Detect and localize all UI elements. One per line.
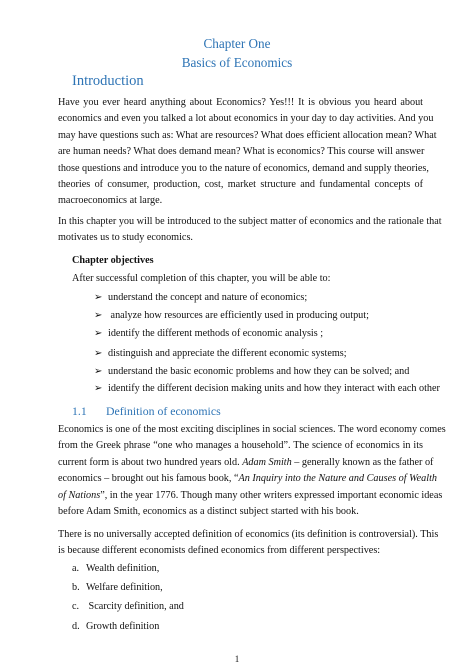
- objectives-intro: After successful completion of this chapter, you will be able to:: [72, 273, 331, 284]
- intro-paragraph: [58, 95, 437, 210]
- objectives-heading: Chapter objectives: [72, 255, 154, 266]
- list-item: a. Wealth definition,: [72, 563, 160, 574]
- list-item: b. Welfare definition,: [72, 582, 163, 593]
- introduction-heading: Introduction: [72, 73, 144, 89]
- text-line: macroeconomics at large.: [58, 195, 163, 207]
- objective-item: ➢ understand the concept and nature of economics;: [94, 292, 308, 303]
- chapter-number: Chapter One: [203, 36, 271, 51]
- section-heading: [72, 404, 221, 419]
- text-line: theories of consumer, production, cost, market structure and fundamental concepts of: [58, 178, 423, 190]
- text-line: current form is about two hundred years old. Adam Smith – generally known as the father of: [58, 456, 434, 468]
- objective-item: ➢ distinguish and appreciate the different economic systems;: [94, 348, 347, 359]
- objective-item: ➢ identify the different methods of economic analysis ;: [94, 328, 324, 339]
- arrow-bullet-icon: ➢: [94, 310, 103, 321]
- arrow-bullet-icon: ➢: [94, 348, 103, 359]
- text-line: from the Greek phrase “one who manages a household”. The science of economics in its: [58, 440, 423, 452]
- text-line: economics and even you talked a lot about economics in your day to day activities. And you: [58, 113, 434, 125]
- text-line: before Adam Smith, economics as a distinct subject started with his book.: [58, 505, 359, 517]
- text-line: motivates us to study economics.: [58, 232, 193, 244]
- book-title: of Nations: [58, 489, 101, 501]
- list-item: c. Scarcity definition, and: [72, 601, 184, 612]
- text-line: Economics is one of the most exciting disciplines in social sciences. The word economy comes: [58, 424, 446, 435]
- objective-item: ➢ analyze how resources are efficiently used in producing output;: [94, 310, 369, 321]
- arrow-bullet-icon: ➢: [94, 383, 103, 394]
- objective-item: ➢ understand the basic economic problems and how they can be solved; and: [94, 366, 410, 377]
- objective-item: ➢ identify the different decision making units and how they interact with each other: [94, 383, 440, 394]
- chapter-title: Basics of Economics: [181, 55, 293, 70]
- section-title: Definition of economics: [106, 404, 221, 418]
- text-line: Have you ever heard anything about Economics? Yes!!! It is obvious you heard about: [58, 97, 423, 108]
- text-line: may have questions such as: What are resources? What does efficient allocation mean? What: [58, 129, 437, 141]
- text-line: those questions and introduce you to the nature of economics, demand and supply theories,: [58, 162, 429, 174]
- text-line: economics – brought out his famous book, “An Inquiry into the Nature and Causes of Wealth: [58, 473, 437, 485]
- arrow-bullet-icon: ➢: [94, 366, 103, 377]
- text-line: of Nations”, in the year 1776. Though many other writers expressed important economic ideas: [58, 489, 443, 501]
- author-name: Adam Smith: [242, 456, 292, 468]
- arrow-bullet-icon: ➢: [94, 328, 103, 339]
- list-item: d. Growth definition: [72, 621, 160, 632]
- book-title: An Inquiry into the Nature and Causes of Wealth: [238, 473, 437, 485]
- definition-paragraph-2: [58, 527, 439, 560]
- text-line: In this chapter you will be introduced to the subject matter of economics and the rationale that: [58, 216, 442, 227]
- section-number: 1.1: [72, 404, 87, 418]
- definition-paragraph: [58, 422, 446, 520]
- text-line: are human needs? What does demand mean? What is economics? This course will answer: [58, 146, 425, 158]
- text-line: is because different economists defined economics from different perspectives:: [58, 545, 381, 557]
- arrow-bullet-icon: ➢: [94, 292, 103, 303]
- text-line: There is no universally accepted definition of economics (its definition is controversial). This: [58, 529, 439, 540]
- page-number: 1: [234, 654, 240, 664]
- intro-paragraph-2: [58, 214, 442, 247]
